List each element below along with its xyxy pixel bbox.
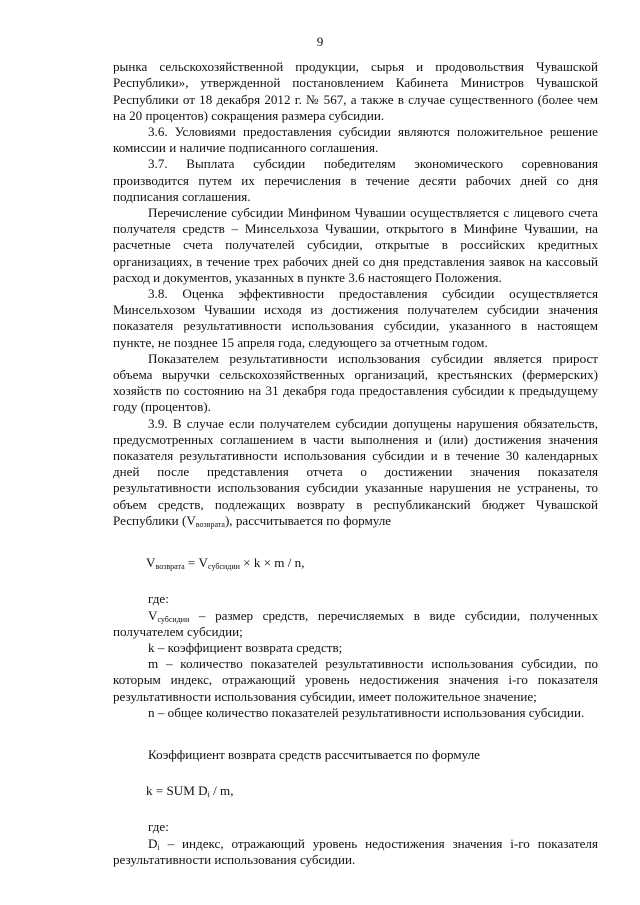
definition-v-subsidy <box>113 608 598 640</box>
formula-lhs: V <box>146 555 156 571</box>
def-v-symbol: V <box>148 607 158 623</box>
def-d-subscript: i <box>157 842 160 852</box>
paragraph-3-9-text: 3.9. В случае если получателем субсидии допущены нарушения обязательств, предусмотренных соглашением в части выполнения и (или) достижения значения показателя результативности использования субсидии и в течение 30 календарных дней после представления отчета о достижении значения показателя результативности использования субсидии указанные нарушения не устранены, то объем средств, подлежащих возврату в республиканский бюджет Чувашской Республики (V <box>113 415 598 528</box>
paragraph-transfer: Перечисление субсидии Минфином Чувашии осуществляется с лицевого счета получателя средств – Минсельхоза Чувашии, открытого в Минфине Чувашии, на расчетные счета получателей субсидии, открытые в российских кредитных организациях, в течение трех рабочих дней со дня представления заявок на кассовый расход и документов, указанных в пункте 3.6 настоящего Положения. <box>113 205 598 285</box>
paragraph-continuation: рынка сельскохозяйственной продукции, сырья и продовольствия Чувашской Республики», утвержденной постановлением Кабинета Министров Чувашской Республики от 18 декабря 2012 г. № 567, а также в случае существенного (более чем на 20 процентов) сокращения размера субсидии. <box>113 59 598 123</box>
paragraph-3-8: 3.8. Оценка эффективности предоставления субсидии осуществляется Минсельхозом Чувашии исходя из достижения получателем субсидии значения показателя результативности использования субсидии, указанного в настоящем пункте, не позднее 15 апреля года, следующего за отчетным годом. <box>113 286 598 350</box>
formula-rhs-subscript: субсидии <box>208 562 240 572</box>
paragraph-3-9 <box>113 416 598 529</box>
formula-lhs-subscript: возврата <box>155 562 185 572</box>
coefficient-intro: Коэффициент возврата средств рассчитывается по формуле <box>148 746 480 762</box>
definition-d-index <box>113 836 598 868</box>
definition-k: k – коэффициент возврата средств; <box>148 639 343 655</box>
def-v-text: – размер средств, перечисляемых в виде субсидии, полученных получателем субсидии; <box>113 607 598 639</box>
definition-n: n – общее количество показателей результативности использования субсидии. <box>148 704 585 720</box>
paragraph-3-9-subscript: возврата <box>195 519 225 529</box>
page-number: 9 <box>316 34 324 49</box>
formula-rest: × k × m / n, <box>239 555 305 571</box>
def-d-text: – индекс, отражающий уровень недостижения значения i-го показателя результативности использования субсидии. <box>113 835 598 867</box>
def-d-symbol: D <box>148 835 158 851</box>
formula2-subscript: i <box>207 790 210 800</box>
paragraph-3-9-end: ), рассчитывается по формуле <box>224 512 392 528</box>
formula-coefficient <box>146 783 598 799</box>
paragraph-3-6: 3.6. Условиями предоставления субсидии являются положительное решение комиссии и наличие подписанного соглашения. <box>113 124 598 156</box>
where-label-2: где: <box>148 819 169 835</box>
formula2-pre: k = SUM D <box>146 783 208 799</box>
formula2-post: / m, <box>209 783 234 799</box>
formula-return-volume <box>146 555 598 571</box>
paragraph-3-7: 3.7. Выплата субсидии победителям экономического соревнования производится путем их перечисления в течение десяти рабочих дней со дня подписания соглашения. <box>113 156 598 204</box>
where-label-1: где: <box>148 591 169 607</box>
formula-eq: = V <box>184 555 209 571</box>
definition-m: m – количество показателей результативности использования субсидии, по которым индекс, отражающий уровень недостижения значения i-го показателя результативности использования субсидии, имеет положительное значение; <box>113 656 598 704</box>
paragraph-indicator: Показателем результативности использования субсидии является прирост объема выручки сельскохозяйственных организаций, крестьянских (фермерских) хозяйств по состоянию на 31 декабря года предоставления субсидии к предыдущему году (процентов). <box>113 350 598 415</box>
def-v-subscript: субсидии <box>157 614 190 624</box>
